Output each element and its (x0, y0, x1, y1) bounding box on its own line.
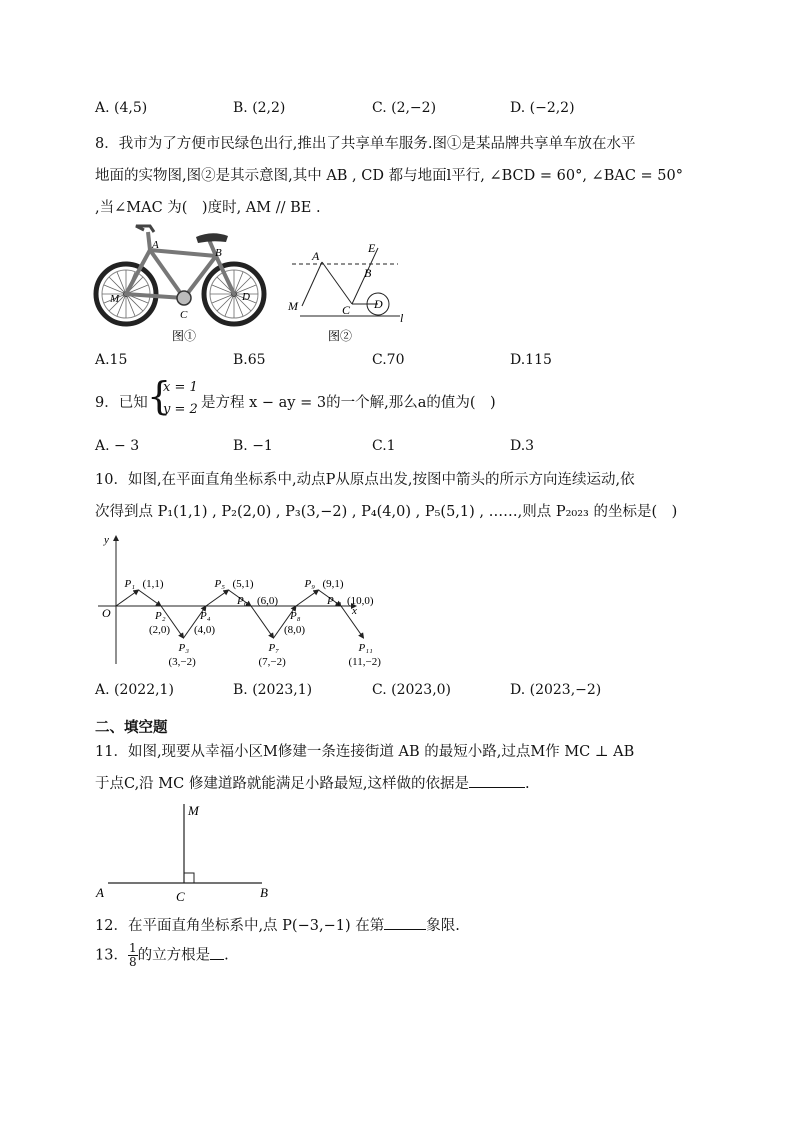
q10-point-name: P₂ (155, 610, 166, 622)
q10-point-name: P₁₀ (327, 595, 342, 607)
q8-option-c[interactable]: C.70 (372, 352, 405, 368)
q8-option-b[interactable]: B.65 (233, 352, 266, 368)
q8-line2: 地面的实物图,图②是其示意图,其中 AB , CD 都与地面l平行, ∠BCD = 60°, ∠BAC = 50° (95, 168, 683, 184)
fig1-caption: 图① (172, 329, 197, 343)
fig2-label-m: M (288, 299, 298, 313)
q8-line3: ,当∠MAC 为( )度时, AM // BE . (95, 200, 321, 216)
q9-option-a[interactable]: A. − 3 (95, 438, 140, 454)
q10-option-c[interactable]: C. (2023,0) (372, 682, 452, 698)
q11-label-a: A (96, 885, 104, 900)
q9-option-c[interactable]: C.1 (372, 438, 396, 454)
q8-line1: 8．我市为了方便市民绿色出行,推出了共享单车服务.图①是某品牌共享单车放在水平 (95, 136, 636, 152)
q10-point-name: P₁ (124, 578, 136, 590)
fig2-caption: 图② (328, 329, 353, 343)
q10-point-coord: (5,1) (232, 578, 254, 590)
q10-point-name: P₁₁ (358, 642, 373, 654)
q10-point-coord: (9,1) (322, 578, 344, 590)
q8-option-a[interactable]: A.15 (95, 352, 128, 368)
q11-line1: 11．如图,现要从幸福小区M修建一条连接街道 AB 的最短小路,过点M作 MC ⊥ AB (95, 744, 635, 760)
q10-point-coord: (11,−2) (348, 656, 381, 668)
q12-end: 象限. (426, 918, 460, 934)
q10-option-b[interactable]: B. (2023,1) (233, 682, 313, 698)
q11-answer-blank[interactable] (469, 773, 525, 788)
q12-line (95, 914, 460, 935)
q10-path-segment (296, 590, 319, 606)
fig1-label-m: M (110, 293, 120, 305)
q10-axis-x: x (352, 605, 357, 617)
q10-point-name: P₉ (304, 578, 316, 590)
q10-point-coord: (2,0) (149, 624, 171, 636)
q11-figure (94, 800, 284, 906)
q10-line1: 10．如图,在平面直角坐标系中,动点P从原点出发,按图中箭头的所示方向连续运动,依 (95, 472, 635, 488)
q10-path-segment (139, 590, 162, 606)
bike-seat (196, 233, 228, 243)
fig1-label-b: B (215, 247, 222, 259)
q9-option-b[interactable]: B. −1 (233, 438, 273, 454)
q10-point-name: P₆ (237, 595, 248, 607)
q10-point-name: P₈ (290, 610, 301, 622)
q13-end: . (224, 947, 229, 964)
q8-options (95, 352, 695, 372)
q10-point-coord: (10,0) (347, 595, 374, 607)
q10-path-segment (251, 606, 274, 638)
q7-option-d[interactable]: D. (−2,2) (510, 100, 575, 116)
q9-option-d[interactable]: D.3 (510, 438, 535, 454)
q10-coordinate-figure (94, 532, 381, 672)
bike-handlebar (136, 226, 154, 232)
q13-answer-blank[interactable] (210, 945, 224, 960)
q10-path-segment (206, 590, 229, 606)
q7-option-c[interactable]: C. (2,−2) (372, 100, 437, 116)
q10-point-coord: (6,0) (257, 595, 279, 607)
q10-point-labels (124, 578, 382, 668)
q10-point-coord: (7,−2) (258, 656, 286, 668)
q7-options (95, 100, 695, 120)
bicycle-figure (92, 222, 272, 346)
q11-line2 (95, 772, 530, 793)
fig2-label-l: l (400, 311, 404, 325)
q10-point-coord: (3,−2) (168, 656, 196, 668)
q10-point-name: P₃ (178, 642, 190, 654)
q10-point-coord: (1,1) (142, 578, 164, 590)
q10-point-coord: (4,0) (194, 624, 216, 636)
fig1-label-c: C (180, 309, 188, 321)
fig2-label-c: C (342, 303, 351, 317)
fig1-label-a: A (152, 239, 159, 251)
q10-point-name: P₇ (268, 642, 280, 654)
q10-option-d[interactable]: D. (2023,−2) (510, 682, 602, 698)
q13-prefix: 13． (95, 947, 128, 964)
q10-point-name: P₅ (214, 578, 226, 590)
bike-crank (177, 291, 191, 305)
q11-line2-end: . (524, 776, 530, 792)
q7-option-a[interactable]: A. (4,5) (95, 100, 148, 116)
q13-fraction (128, 942, 138, 969)
q13-suffix: 的立方根是 (137, 947, 211, 964)
fig2-label-b: B (364, 266, 372, 280)
q7-option-b[interactable]: B. (2,2) (233, 100, 286, 116)
q10-option-a[interactable]: A. (2022,1) (95, 682, 174, 698)
schematic-figure (282, 236, 412, 346)
fig2-label-e: E (368, 241, 376, 255)
q11-label-m: M (188, 803, 199, 818)
q10-point-name: P₄ (200, 610, 211, 622)
section-title-fill-in: 二、填空题 (95, 720, 168, 736)
q11-label-b: B (260, 885, 268, 900)
q10-options (95, 682, 695, 702)
q9-brace: { (147, 374, 172, 418)
q11-line2-text: 于点C,沿 MC 修建道路就能满足小路最短,这样做的依据是 (95, 776, 469, 792)
q10-line2: 次得到点 P₁(1,1) , P₂(2,0) , P₃(3,−2) , P₄(4,0) , P₅(5,1) , ……,则点 P₂₀₂₃ 的坐标是( ) (95, 504, 678, 520)
q9-system-eq1: x = 1 (163, 380, 198, 395)
q12-answer-blank[interactable] (384, 915, 426, 930)
q9-suffix: 是方程 x − ay = 3的一个解,那么a的值为( ) (201, 395, 496, 411)
q13-fraction-denominator: 8 (128, 955, 137, 969)
q9-question (95, 374, 515, 422)
q13-line (95, 942, 229, 969)
q9-system-eq2: y = 2 (163, 402, 198, 417)
q9-options (95, 438, 695, 458)
q10-axis-y: y (104, 534, 109, 546)
q10-path-segment (116, 590, 139, 606)
q9-prefix: 9．已知 (95, 395, 148, 411)
q10-origin: O (102, 606, 111, 620)
q11-label-c: C (176, 889, 185, 904)
q12-text: 12．在平面直角坐标系中,点 P(−3,−1) 在第 (95, 918, 385, 934)
q13-fraction-numerator: 1 (128, 941, 137, 955)
fig2-label-a: A (312, 249, 320, 263)
q10-point-coord: (8,0) (284, 624, 306, 636)
fig1-label-d: D (242, 291, 250, 303)
q8-option-d[interactable]: D.115 (510, 352, 552, 368)
fig2-label-d: D (374, 297, 383, 311)
